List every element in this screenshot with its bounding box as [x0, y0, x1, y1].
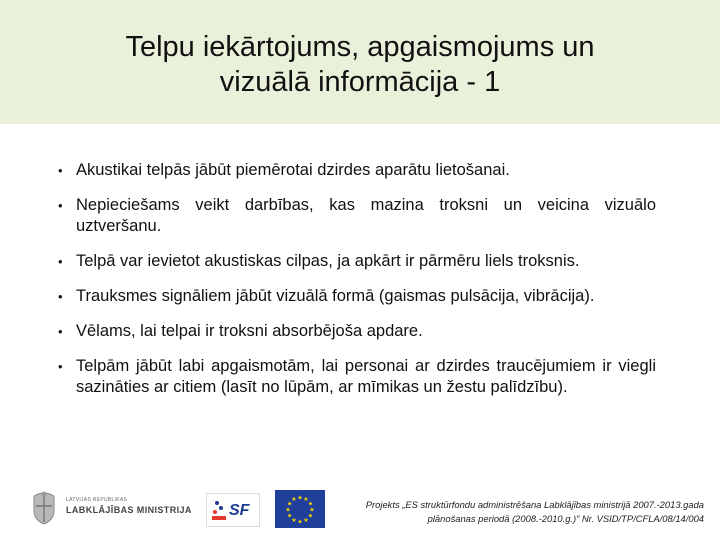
- title-line-2: vizuālā informācija - 1: [219, 66, 501, 98]
- eu-star-icon: ★: [291, 497, 297, 504]
- esf-emblem-icon: [209, 495, 229, 525]
- eu-star-icon: ★: [285, 507, 291, 514]
- ministry-logo: [66, 497, 192, 515]
- eu-star-icon: ★: [303, 517, 309, 524]
- eu-star-icon: ★: [291, 517, 297, 524]
- ministry-name: LABKLĀJĪBAS MINISTRIJA: [66, 505, 192, 515]
- bullet-item: • Trauksmes signāliem jābūt vizuālā formā (gaismas pulsācija, vibrācija).: [58, 286, 656, 307]
- project-line-1: Projekts „ES struktūrfondu administrēšana Labklājības ministrijā 2007.-2013.gada: [365, 499, 704, 510]
- bullet-item: • Telpām jābūt labi apgaismotām, lai personai ar dzirdes traucējumiem ir viegli sazināties ar citiem (lasīt no lūpām, ar mīmikas un žestu palīdzību).: [58, 356, 656, 398]
- footer: [0, 488, 720, 540]
- coat-of-arms-icon: [30, 490, 58, 526]
- bullet-list: [58, 160, 656, 412]
- title-band: [0, 0, 720, 124]
- esf-label: SF: [229, 502, 250, 519]
- bullet-item: • Telpā var ievietot akustiskas cilpas, ja apkārt ir pārmēru liels troksnis.: [58, 251, 656, 272]
- eu-star-icon: ★: [303, 497, 309, 504]
- slide-title: [50, 24, 670, 100]
- eu-star-icon: ★: [286, 501, 293, 508]
- eu-star-icon: ★: [297, 495, 303, 502]
- bullet-item: • Nepieciešams veikt darbības, kas mazina troksni un veicina vizuālo uztveršanu.: [58, 195, 656, 237]
- eu-star-icon: ★: [297, 519, 303, 526]
- eu-star-icon: ★: [307, 501, 314, 508]
- eu-star-icon: ★: [307, 513, 314, 520]
- esf-logo: [206, 493, 260, 527]
- title-line-1: Telpu iekārtojums, apgaismojums un: [125, 31, 595, 63]
- project-caption: [330, 498, 704, 526]
- eu-star-icon: ★: [309, 507, 315, 514]
- ministry-small-text: LATVIJAS REPUBLIKAS: [66, 497, 128, 503]
- eu-star-icon: ★: [286, 513, 293, 520]
- bullet-item: • Vēlams, lai telpai ir troksni absorbējoša apdare.: [58, 321, 656, 342]
- eu-flag-icon: [275, 490, 325, 528]
- project-line-2: plānošanas periodā (2008.-2010.g.)” Nr. VSID/TP/CFLA/08/14/004: [427, 513, 704, 524]
- bullet-item: • Akustikai telpās jābūt piemērotai dzirdes aparātu lietošanai.: [58, 160, 656, 181]
